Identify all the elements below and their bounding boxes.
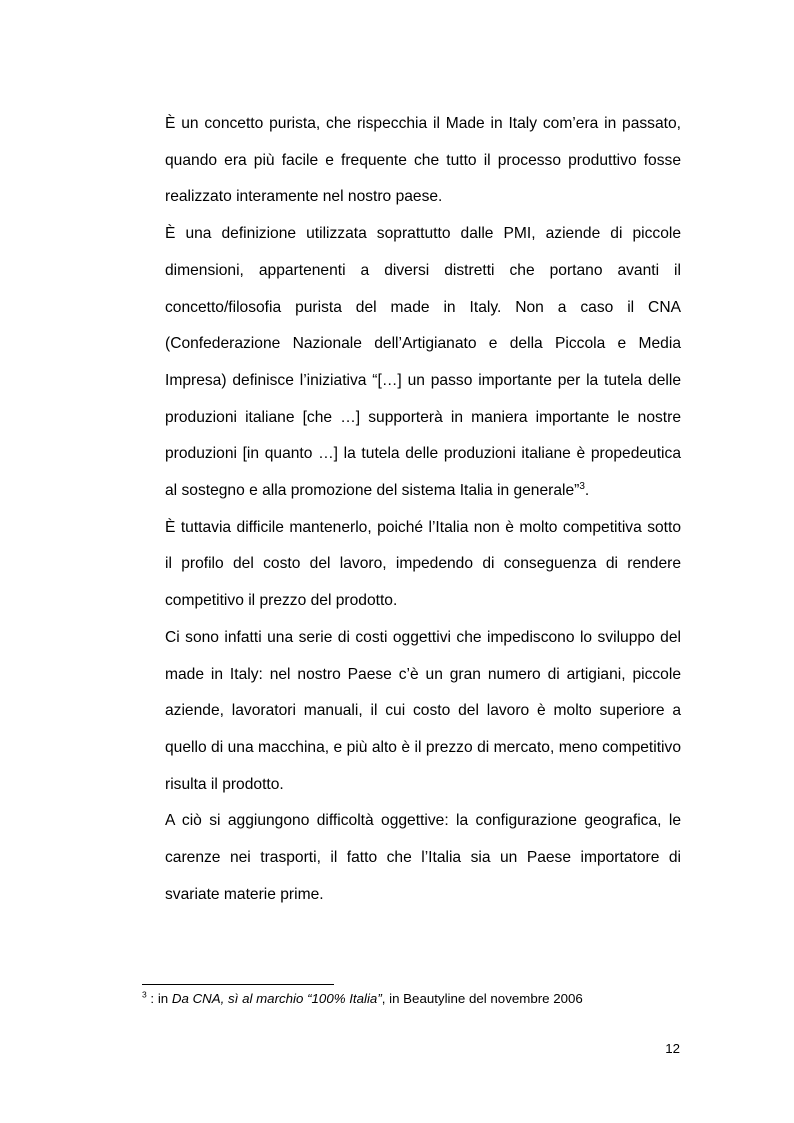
paragraph-4: Ci sono infatti una serie di costi oggettivi che impediscono lo sviluppo del made in Italy: nel nostro Paese c’è un gran numero di artigiani, piccole aziende, lavoratori manuali, il cui costo del lavoro è molto superiore a quello di una macchina, e più alto è il prezzo di mercato, meno competitivo risulta il prodotto. — [165, 628, 681, 793]
footnote-suffix: , in Beautyline del novembre 2006 — [381, 991, 583, 1006]
footnote-source-title: Da CNA, sì al marchio “100% Italia” — [171, 991, 382, 1006]
paragraph-2-text: È una definizione utilizzata soprattutto dalle PMI, aziende di piccole dimensioni, appartenenti a diversi distretti che portano avanti il concetto/filosofia purista del made in Italy. Non a caso il CNA (Confederazione Nazionale dell’Artigianato e della Piccola e Media Impresa) definisce l’iniziativa “[…] un passo importante per la tutela delle produzioni italiane [che …] supporterà in maniera importante le nostre produzioni [in quanto …] la tutela delle produzioni italiane è propedeutica al sostegno e alla promozione del sistema Italia in generale” — [165, 225, 681, 500]
paragraph-3: È tuttavia difficile mantenerlo, poiché l’Italia non è molto competitiva sotto il profilo del costo del lavoro, impedendo di conseguenza di rendere competitivo il prezzo del prodotto. — [165, 518, 681, 610]
paragraph-1: È un concetto purista, che rispecchia il Made in Italy com’era in passato, quando era più facile e frequente che tutto il processo produttivo fosse realizzato interamente nel nostro paese. — [165, 115, 681, 206]
footnote-number: 3 — [142, 989, 147, 1000]
paragraph-5: A ciò si aggiungono difficoltà oggettive: la configurazione geografica, le carenze nei trasporti, il fatto che l’Italia sia un Paese importatore di svariate materie prime. — [165, 812, 681, 903]
footnote — [142, 990, 702, 1008]
footnote-prefix: : in — [146, 991, 172, 1006]
footnote-reference[interactable]: 3 — [579, 480, 585, 492]
body-text — [165, 106, 681, 913]
paragraph-2-end: . — [584, 482, 590, 500]
page-number: 12 — [665, 1041, 680, 1056]
paragraph-2 — [165, 216, 681, 510]
footnote-separator — [142, 984, 334, 985]
